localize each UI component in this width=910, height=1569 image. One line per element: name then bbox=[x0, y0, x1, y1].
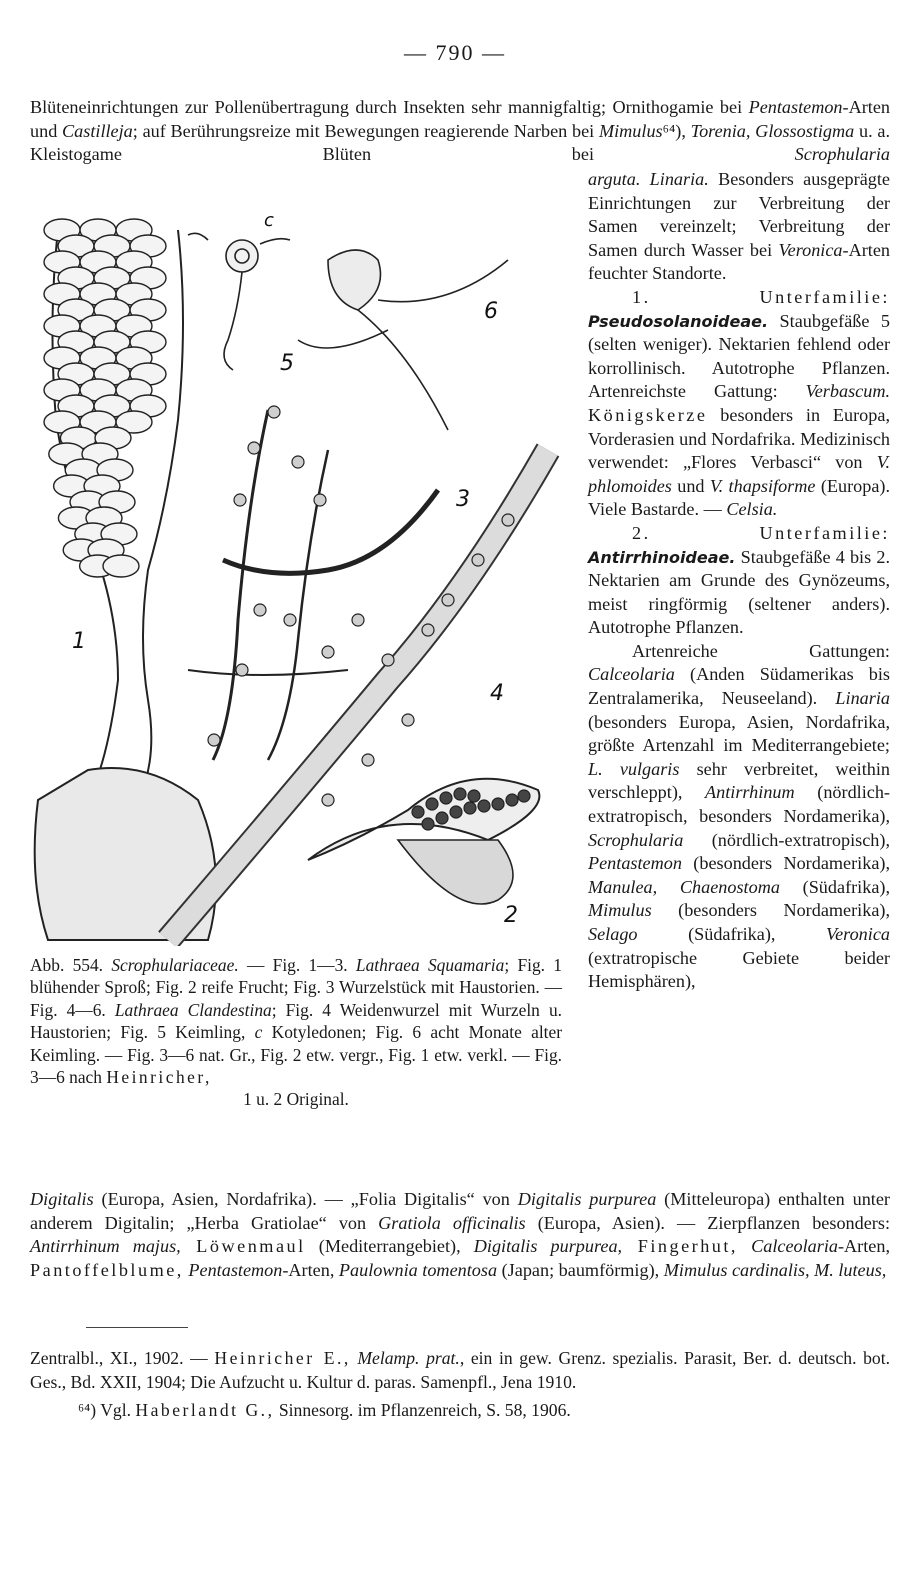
footnote-rule bbox=[86, 1327, 188, 1328]
fig-label-6: 6 bbox=[484, 299, 498, 324]
text-run: ⁶⁴), bbox=[662, 120, 691, 141]
text-run: (Südafrika), bbox=[779, 876, 891, 897]
text-run: u. a. Kleistogame Blüten bei bbox=[30, 120, 890, 165]
botanical-illustration bbox=[28, 200, 574, 946]
text-run: Melamp. prat. bbox=[357, 1348, 460, 1368]
text-run: -Arten und bbox=[30, 97, 890, 141]
text-run: sehr verbreitet, weithin verschleppt), bbox=[588, 758, 890, 803]
text-run: Mimulus bbox=[588, 900, 652, 921]
text-run: Antirrhinum bbox=[705, 782, 795, 803]
text-run: Scrophulariaceae. bbox=[111, 955, 239, 975]
footnotes bbox=[30, 1346, 890, 1422]
text-run: Scrophularia bbox=[588, 829, 684, 850]
text-run: (Japan; baumförmig), bbox=[497, 1259, 664, 1280]
text-run: Zentralbl., XI., 1902. — bbox=[30, 1348, 215, 1368]
text-run: Heinricher E., bbox=[214, 1348, 351, 1368]
text-run: Pentastemon bbox=[748, 97, 843, 117]
text-run bbox=[738, 1236, 751, 1256]
text-run: Castilleja bbox=[62, 120, 133, 141]
text-run: Verbascum. bbox=[805, 381, 890, 402]
text-run: -Arten, bbox=[282, 1259, 339, 1280]
text-run: Blüteneinrichtungen zur Pollenübertragung durch Insekten sehr mannigfaltig; Ornithogamie bei bbox=[30, 97, 749, 117]
text-run: (nördlich-extratropisch, besonders Nordamerika), bbox=[588, 782, 890, 827]
right-column-paragraph bbox=[588, 168, 890, 286]
text-run: (nördlich-extratropisch), bbox=[683, 829, 890, 850]
right-column-paragraph bbox=[588, 640, 890, 994]
text-run: Mimulus cardinalis, M. luteus, bbox=[663, 1259, 887, 1280]
fig-label-c: c bbox=[264, 210, 274, 231]
text-run: Manulea, Chaenostoma bbox=[588, 876, 780, 897]
text-run: (Anden Südamerikas bis Zentralamerika, Neuseeland). bbox=[588, 664, 890, 709]
text-run: Calceolaria bbox=[588, 664, 675, 685]
text-run: (extratropische Gebiete beider Hemisphären), bbox=[588, 947, 890, 992]
text-run: Artenreiche Gattungen: bbox=[632, 640, 890, 661]
footnote-continued bbox=[30, 1346, 890, 1394]
text-run: besonders in Europa, Vorderasien und Nordafrika. Medizinisch verwendet: „Flores Verbasci“ von bbox=[588, 404, 890, 473]
text-run: (Mediterrangebiet), bbox=[305, 1236, 474, 1257]
fig-label-5: 5 bbox=[280, 351, 294, 376]
text-run: arguta. Linaria. bbox=[588, 169, 709, 189]
text-run: — Fig. 1—3. bbox=[238, 955, 356, 975]
right-column-paragraph bbox=[588, 522, 890, 640]
caption-text bbox=[30, 955, 562, 1087]
caption-last-line: 1 u. 2 Original. bbox=[243, 1089, 349, 1110]
text-run: Digitalis purpurea, bbox=[473, 1236, 623, 1257]
text-run: Staubgefäße 5 (selten weniger). Nektarien fehlend oder korrollinisch. Autotrophe Pflanzen. Artenreichste Gattung: bbox=[588, 310, 890, 402]
text-run: 2. Unterfamilie: bbox=[632, 522, 890, 543]
text-run: (Mitteleuropa) enthalten unter anderem Digitalin; „Herba Gratiolae“ von bbox=[30, 1189, 890, 1233]
text-run: Digitalis bbox=[30, 1189, 94, 1209]
text-run: (Europa). Viele Bastarde. — bbox=[588, 475, 890, 520]
text-run: Pentastemon bbox=[588, 853, 682, 874]
footnote-64 bbox=[30, 1398, 890, 1422]
text-run: Celsia. bbox=[726, 499, 778, 520]
right-column-paragraph bbox=[588, 286, 890, 522]
right-column bbox=[588, 168, 890, 994]
text-run: Antirrhinoideae. bbox=[588, 547, 736, 567]
text-run: V. phlomoides bbox=[588, 452, 890, 496]
text-run: , ein in gew. Grenz. spezialis. Parasit, Ber. d. deutsch. bot. Ges., Bd. XXII, 1904; Die Aufzucht u. Kultur d. paras. Samenpfl., Jena 1910. bbox=[30, 1348, 890, 1392]
intro-paragraph bbox=[30, 96, 890, 167]
text-run: L. vulgaris bbox=[588, 758, 680, 779]
text-run: Kotyledonen; Fig. 6 acht Monate alter Keimling. — Fig. 3—6 nat. Gr., Fig. 2 etw. vergr., Fig. 1 etw. verkl. — Fig. 3—6 nach bbox=[30, 1022, 562, 1088]
text-run: ⁶⁴) Vgl. bbox=[78, 1400, 136, 1420]
text-run: Lathraea Clandestina bbox=[114, 999, 272, 1020]
text-run: Mimulus bbox=[598, 120, 663, 141]
text-run: -Arten, bbox=[837, 1236, 890, 1257]
text-run: Pentastemon bbox=[188, 1259, 283, 1280]
text-run: Lathraea Squamaria bbox=[355, 955, 505, 975]
text-run: Staubgefäße 4 bis 2. Nektarien am Grunde des Gynözeums, meist ringförmig (seltener anders). Autotrophe Pflanzen. bbox=[588, 546, 890, 638]
text-run: Pantoffelblume, bbox=[30, 1259, 184, 1280]
text-run: Löwenmaul bbox=[180, 1236, 306, 1257]
text-run: Scrophularia bbox=[794, 144, 890, 165]
text-run: Gratiola officinalis bbox=[378, 1212, 526, 1233]
text-run: Selago bbox=[588, 924, 638, 944]
text-run: ; Fig. 1 blühender Sproß; Fig. 2 reife Frucht; Fig. 3 Wurzelstück mit Haustorien. — Fig. 4—6. bbox=[30, 955, 562, 1020]
page-number: — 790 — bbox=[404, 40, 506, 65]
text-run: -Arten feuchter Standorte. bbox=[588, 239, 890, 284]
text-run: (Europa, Asien, Nordafrika). — „Folia Digitalis“ von bbox=[93, 1189, 518, 1209]
figure-caption bbox=[30, 954, 562, 1111]
text-run: Antirrhinum majus, bbox=[30, 1236, 181, 1257]
text-run: (besonders Nordamerika), bbox=[651, 900, 890, 921]
text-run: Digitalis purpurea bbox=[517, 1189, 657, 1209]
text-run: Calceolaria bbox=[751, 1236, 838, 1257]
text-run: (Europa, Asien). — Zierpflanzen besonders: bbox=[525, 1212, 890, 1233]
text-run: Heinricher, bbox=[106, 1067, 212, 1088]
text-run: ; Fig. 4 Weidenwurzel mit Wurzeln u. Haustorien; Fig. 5 Keimling, bbox=[30, 999, 562, 1043]
text-run: ; auf Berührungsreize mit Bewegungen reagierende Narben bei bbox=[132, 120, 599, 141]
text-run: V. thapsiforme bbox=[709, 475, 816, 496]
text-run: und bbox=[671, 475, 710, 496]
text-run: (Südafrika), bbox=[637, 924, 827, 944]
text-run: Torenia, Glossostigma bbox=[690, 120, 855, 141]
fig-label-4: 4 bbox=[490, 681, 504, 706]
bottom-paragraph bbox=[30, 1188, 890, 1282]
text-run: 1. Unterfamilie: bbox=[632, 286, 890, 307]
text-run: Königskerze bbox=[588, 404, 708, 425]
fig-label-3: 3 bbox=[456, 487, 470, 512]
text-run: Pseudosolanoideae. bbox=[588, 311, 769, 331]
text-run: Veronica bbox=[826, 924, 890, 944]
text-run: Abb. 554. bbox=[30, 955, 112, 975]
text-run: Veronica bbox=[778, 239, 843, 260]
text-run: Besonders ausgeprägte Einrichtungen zur Verbreitung der Samen vereinzelt; Verbreitung der Samen durch Wasser bei bbox=[588, 169, 890, 260]
fig-label-2: 2 bbox=[504, 903, 518, 928]
text-run: Haberlandt G., bbox=[135, 1400, 275, 1420]
text-run: (besonders Europa, Asien, Nordafrika, größte Artenzahl im Mediterrangebiete; bbox=[588, 711, 890, 756]
text-run: Paulownia tomentosa bbox=[338, 1259, 498, 1280]
text-run: (besonders Nordamerika), bbox=[681, 853, 890, 874]
text-run: Sinnesorg. im Pflanzenreich, S. 58, 1906. bbox=[274, 1400, 571, 1420]
fig-label-1: 1 bbox=[72, 629, 86, 654]
text-run: c bbox=[254, 1022, 263, 1043]
text-run: Fingerhut, bbox=[622, 1236, 738, 1257]
text-run: Linaria bbox=[835, 688, 890, 709]
